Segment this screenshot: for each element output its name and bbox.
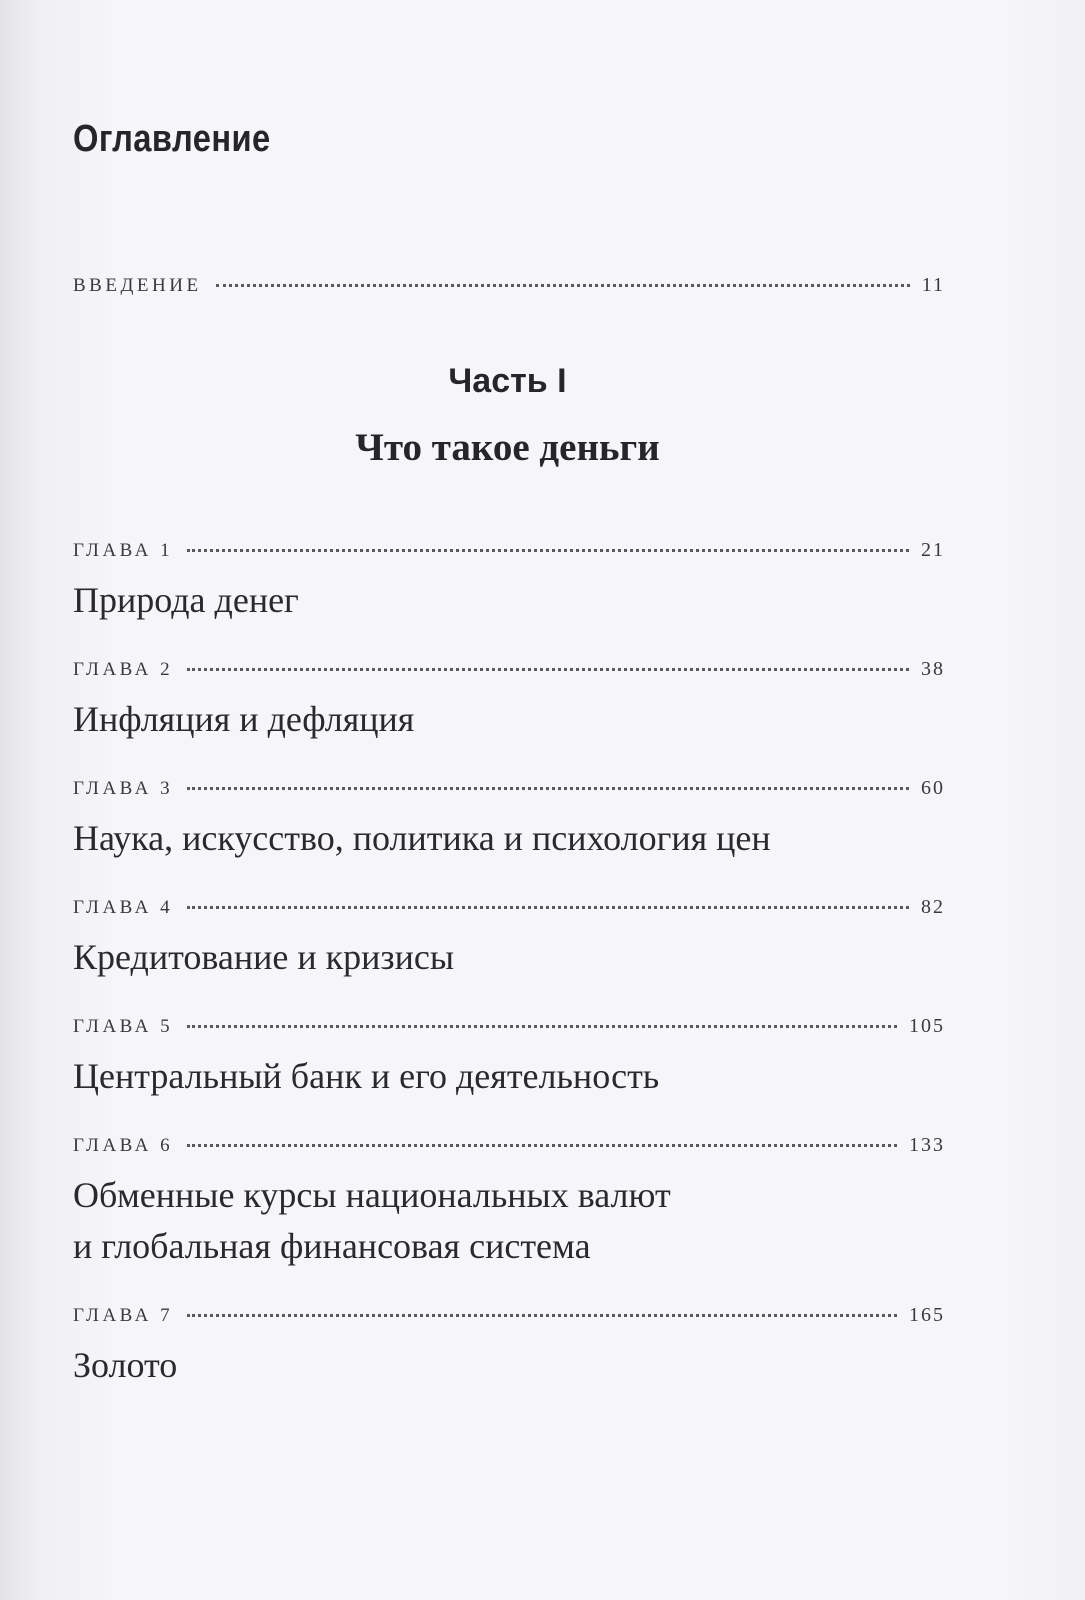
dot-leader bbox=[216, 284, 910, 287]
chapter-label: ГЛАВА 1 bbox=[73, 540, 174, 561]
chapter-page-number: 133 bbox=[909, 1134, 945, 1156]
toc-title: Оглавление bbox=[73, 118, 271, 160]
chapter-label: ГЛАВА 2 bbox=[73, 659, 174, 680]
chapter-title: Золото bbox=[73, 1345, 178, 1385]
dot-leader bbox=[187, 1314, 897, 1317]
dot-leader bbox=[187, 787, 909, 790]
toc-entry-chapter-3 bbox=[73, 777, 945, 803]
chapter-label: ГЛАВА 4 bbox=[73, 897, 174, 918]
chapter-title: Природа денег bbox=[73, 580, 299, 620]
part-title: Что такое деньги bbox=[355, 426, 660, 469]
chapter-label: ГЛАВА 7 bbox=[73, 1305, 174, 1326]
dot-leader bbox=[187, 549, 909, 552]
chapter-title: Инфляция и дефляция bbox=[73, 699, 415, 739]
chapter-page-number: 21 bbox=[921, 539, 945, 561]
toc-entry-intro bbox=[73, 274, 945, 300]
chapter-page-number: 38 bbox=[921, 658, 945, 680]
chapter-page-number: 165 bbox=[909, 1304, 945, 1326]
toc-entry-chapter-7 bbox=[73, 1304, 945, 1330]
toc-entry-chapter-6 bbox=[73, 1134, 945, 1160]
dot-leader bbox=[187, 906, 909, 909]
chapter-title-line-2: и глобальная финансовая система bbox=[73, 1226, 591, 1266]
chapter-label: ГЛАВА 6 bbox=[73, 1135, 174, 1156]
chapter-label: ГЛАВА 5 bbox=[73, 1016, 174, 1037]
chapter-page-number: 105 bbox=[909, 1015, 945, 1037]
dot-leader bbox=[187, 668, 909, 671]
chapter-title: Наука, искусство, политика и психология цен bbox=[73, 818, 771, 858]
toc-entry-chapter-4 bbox=[73, 896, 945, 922]
chapter-page-number: 60 bbox=[921, 777, 945, 799]
dot-leader bbox=[187, 1144, 897, 1147]
chapter-page-number: 82 bbox=[921, 896, 945, 918]
chapter-title: Центральный банк и его деятельность bbox=[73, 1056, 660, 1096]
toc-entry-chapter-1 bbox=[73, 539, 945, 565]
intro-page-number: 11 bbox=[921, 274, 945, 296]
intro-label: ВВЕДЕНИЕ bbox=[73, 275, 202, 296]
part-label: Часть I bbox=[448, 362, 567, 400]
chapter-title-line-1: Обменные курсы национальных валют bbox=[73, 1175, 671, 1215]
toc-entry-chapter-2 bbox=[73, 658, 945, 684]
dot-leader bbox=[187, 1025, 897, 1028]
toc-entry-chapter-5 bbox=[73, 1015, 945, 1041]
chapter-label: ГЛАВА 3 bbox=[73, 778, 174, 799]
chapter-title: Кредитование и кризисы bbox=[73, 937, 455, 977]
